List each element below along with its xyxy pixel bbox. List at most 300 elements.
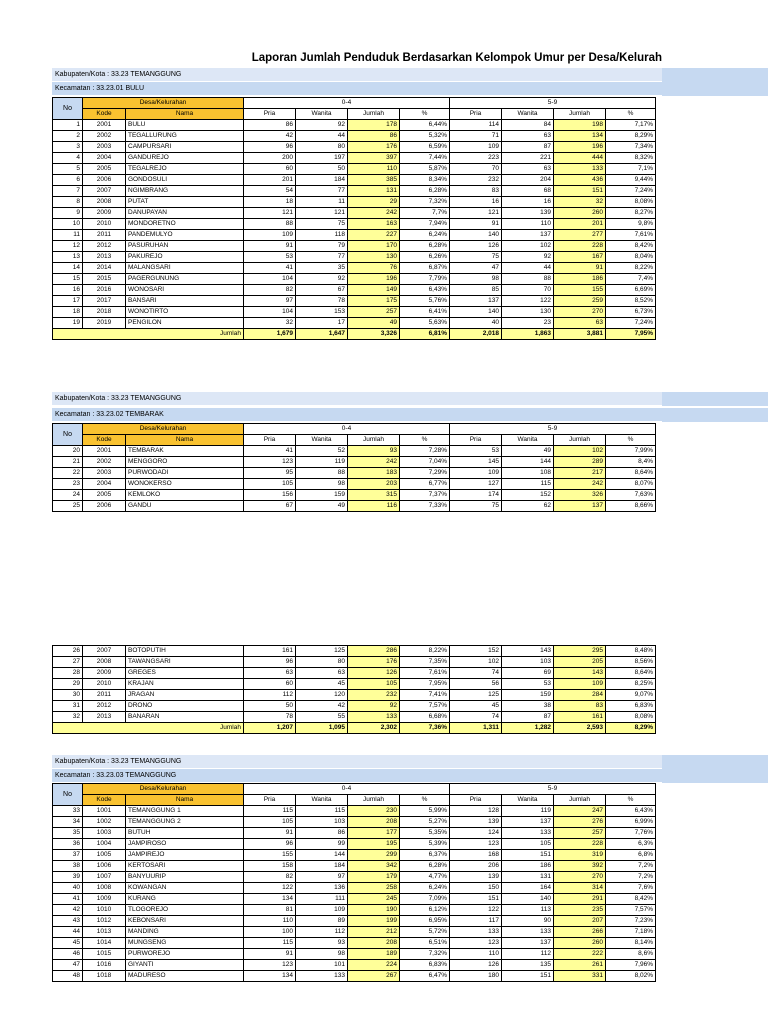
total-pct-0-4: 6,81% bbox=[400, 329, 450, 340]
row-jumlah-5-9: 284 bbox=[554, 690, 606, 701]
row-pct-0-4: 7,29% bbox=[400, 468, 450, 479]
table-row bbox=[53, 186, 656, 197]
row-wanita-0-4: 92 bbox=[296, 120, 348, 131]
row-kode: 1001 bbox=[83, 806, 126, 817]
row-wanita-5-9: 68 bbox=[502, 186, 554, 197]
row-wanita-0-4: 89 bbox=[296, 916, 348, 927]
row-nama: JAMPIREJO bbox=[126, 850, 244, 861]
row-no: 41 bbox=[53, 894, 83, 905]
row-nama: MALANGSARI bbox=[126, 263, 244, 274]
total-row bbox=[53, 329, 656, 340]
row-pria-0-4: 155 bbox=[244, 850, 296, 861]
row-jumlah-5-9: 242 bbox=[554, 479, 606, 490]
row-pria-0-4: 42 bbox=[244, 131, 296, 142]
header-desa: Desa/Kelurahan bbox=[83, 784, 244, 795]
row-wanita-0-4: 45 bbox=[296, 679, 348, 690]
row-wanita-5-9: 112 bbox=[502, 949, 554, 960]
row-jumlah-5-9: 260 bbox=[554, 938, 606, 949]
row-nama: BUTUH bbox=[126, 828, 244, 839]
row-kode: 1013 bbox=[83, 927, 126, 938]
row-pria-5-9: 139 bbox=[450, 817, 502, 828]
row-pct-0-4: 6,51% bbox=[400, 938, 450, 949]
row-pria-0-4: 53 bbox=[244, 252, 296, 263]
row-nama: KEBONSARI bbox=[126, 916, 244, 927]
row-pct-5-9: 7,4% bbox=[606, 274, 656, 285]
row-pct-5-9: 8,14% bbox=[606, 938, 656, 949]
row-wanita-0-4: 80 bbox=[296, 657, 348, 668]
row-jumlah-0-4: 116 bbox=[348, 501, 400, 512]
row-jumlah-0-4: 175 bbox=[348, 296, 400, 307]
row-jumlah-5-9: 228 bbox=[554, 241, 606, 252]
row-pria-0-4: 60 bbox=[244, 164, 296, 175]
subheader-row bbox=[53, 435, 656, 446]
table-row bbox=[53, 657, 656, 668]
row-nama: MUNGSENG bbox=[126, 938, 244, 949]
row-nama: WONOSARI bbox=[126, 285, 244, 296]
row-pct-5-9: 8,02% bbox=[606, 971, 656, 982]
row-no: 22 bbox=[53, 468, 83, 479]
row-pct-5-9: 8,6% bbox=[606, 949, 656, 960]
row-pria-5-9: 16 bbox=[450, 197, 502, 208]
row-pria-5-9: 152 bbox=[450, 646, 502, 657]
row-kode: 1002 bbox=[83, 817, 126, 828]
row-pct-5-9: 7,1% bbox=[606, 164, 656, 175]
row-pria-0-4: 88 bbox=[244, 219, 296, 230]
row-nama: PAGERGUNUNG bbox=[126, 274, 244, 285]
row-jumlah-5-9: 277 bbox=[554, 230, 606, 241]
row-jumlah-5-9: 259 bbox=[554, 296, 606, 307]
total-jumlah-0-4: 3,326 bbox=[348, 329, 400, 340]
row-no: 40 bbox=[53, 883, 83, 894]
row-wanita-0-4: 35 bbox=[296, 263, 348, 274]
row-pct-5-9: 8,08% bbox=[606, 197, 656, 208]
row-nama: GANDU bbox=[126, 501, 244, 512]
row-nama: KURANG bbox=[126, 894, 244, 905]
header-pct: % bbox=[400, 435, 450, 446]
row-no: 16 bbox=[53, 285, 83, 296]
row-jumlah-0-4: 133 bbox=[348, 712, 400, 723]
row-no: 9 bbox=[53, 208, 83, 219]
row-jumlah-5-9: 217 bbox=[554, 468, 606, 479]
row-kode: 1007 bbox=[83, 872, 126, 883]
row-kode: 1014 bbox=[83, 938, 126, 949]
row-kode: 1012 bbox=[83, 916, 126, 927]
row-pria-5-9: 139 bbox=[450, 872, 502, 883]
row-pct-5-9: 6,3% bbox=[606, 839, 656, 850]
row-pria-0-4: 112 bbox=[244, 690, 296, 701]
table-row bbox=[53, 468, 656, 479]
row-pria-0-4: 200 bbox=[244, 153, 296, 164]
row-pct-0-4: 7,79% bbox=[400, 274, 450, 285]
table-row bbox=[53, 872, 656, 883]
row-jumlah-0-4: 163 bbox=[348, 219, 400, 230]
row-kode: 1008 bbox=[83, 883, 126, 894]
row-wanita-5-9: 70 bbox=[502, 285, 554, 296]
row-wanita-5-9: 88 bbox=[502, 274, 554, 285]
row-pria-0-4: 60 bbox=[244, 679, 296, 690]
total-label: Jumlah bbox=[53, 723, 244, 734]
row-pria-5-9: 70 bbox=[450, 164, 502, 175]
row-pct-5-9: 8,29% bbox=[606, 131, 656, 142]
row-wanita-0-4: 103 bbox=[296, 817, 348, 828]
row-no: 8 bbox=[53, 197, 83, 208]
row-pria-0-4: 105 bbox=[244, 817, 296, 828]
row-pct-5-9: 8,4% bbox=[606, 457, 656, 468]
row-pct-0-4: 7,35% bbox=[400, 657, 450, 668]
row-pria-0-4: 91 bbox=[244, 949, 296, 960]
row-pria-5-9: 168 bbox=[450, 850, 502, 861]
row-pria-5-9: 110 bbox=[450, 949, 502, 960]
row-pct-5-9: 7,99% bbox=[606, 446, 656, 457]
row-kode: 2007 bbox=[83, 186, 126, 197]
row-jumlah-5-9: 276 bbox=[554, 817, 606, 828]
row-wanita-5-9: 133 bbox=[502, 927, 554, 938]
row-jumlah-0-4: 105 bbox=[348, 679, 400, 690]
row-jumlah-5-9: 83 bbox=[554, 701, 606, 712]
table-row bbox=[53, 446, 656, 457]
row-jumlah-5-9: 291 bbox=[554, 894, 606, 905]
row-pct-0-4: 5,32% bbox=[400, 131, 450, 142]
row-kode: 2009 bbox=[83, 208, 126, 219]
row-kode: 1005 bbox=[83, 850, 126, 861]
row-kode: 2005 bbox=[83, 164, 126, 175]
row-wanita-5-9: 131 bbox=[502, 872, 554, 883]
row-jumlah-5-9: 205 bbox=[554, 657, 606, 668]
row-jumlah-5-9: 247 bbox=[554, 806, 606, 817]
header-kode: Kode bbox=[83, 435, 126, 446]
row-pria-0-4: 41 bbox=[244, 446, 296, 457]
row-nama: TEMANGGUNG 2 bbox=[126, 817, 244, 828]
row-wanita-0-4: 11 bbox=[296, 197, 348, 208]
row-jumlah-0-4: 242 bbox=[348, 208, 400, 219]
row-jumlah-5-9: 444 bbox=[554, 153, 606, 164]
row-jumlah-5-9: 63 bbox=[554, 318, 606, 329]
header-jumlah: Jumlah bbox=[348, 795, 400, 806]
row-kode: 2010 bbox=[83, 679, 126, 690]
row-wanita-0-4: 52 bbox=[296, 446, 348, 457]
row-pct-0-4: 6,43% bbox=[400, 285, 450, 296]
header-pria: Pria bbox=[244, 435, 296, 446]
row-nama: BOTOPUTIH bbox=[126, 646, 244, 657]
header-wanita: Wanita bbox=[502, 109, 554, 120]
row-jumlah-5-9: 196 bbox=[554, 142, 606, 153]
row-nama: KERTOSARI bbox=[126, 861, 244, 872]
row-pct-5-9: 9,44% bbox=[606, 175, 656, 186]
row-wanita-0-4: 133 bbox=[296, 971, 348, 982]
row-pria-0-4: 82 bbox=[244, 872, 296, 883]
row-wanita-0-4: 80 bbox=[296, 142, 348, 153]
row-wanita-0-4: 86 bbox=[296, 828, 348, 839]
row-pria-0-4: 104 bbox=[244, 307, 296, 318]
table-row bbox=[53, 208, 656, 219]
row-pct-0-4: 7,37% bbox=[400, 490, 450, 501]
row-no: 38 bbox=[53, 861, 83, 872]
header-jumlah: Jumlah bbox=[554, 109, 606, 120]
row-wanita-5-9: 87 bbox=[502, 712, 554, 723]
row-wanita-0-4: 159 bbox=[296, 490, 348, 501]
row-jumlah-5-9: 392 bbox=[554, 861, 606, 872]
row-jumlah-0-4: 110 bbox=[348, 164, 400, 175]
row-jumlah-5-9: 319 bbox=[554, 850, 606, 861]
header-nama: Nama bbox=[126, 109, 244, 120]
row-pria-5-9: 47 bbox=[450, 263, 502, 274]
row-wanita-5-9: 44 bbox=[502, 263, 554, 274]
row-jumlah-0-4: 245 bbox=[348, 894, 400, 905]
row-no: 1 bbox=[53, 120, 83, 131]
row-wanita-5-9: 49 bbox=[502, 446, 554, 457]
row-pct-0-4: 7,57% bbox=[400, 701, 450, 712]
row-no: 20 bbox=[53, 446, 83, 457]
row-wanita-0-4: 44 bbox=[296, 131, 348, 142]
row-jumlah-5-9: 151 bbox=[554, 186, 606, 197]
row-jumlah-5-9: 102 bbox=[554, 446, 606, 457]
table-row bbox=[53, 861, 656, 872]
row-wanita-0-4: 98 bbox=[296, 479, 348, 490]
subheader-row bbox=[53, 795, 656, 806]
row-no: 36 bbox=[53, 839, 83, 850]
kecamatan-band: Kecamatan : 33.23.03 TEMANGGUNG bbox=[52, 768, 662, 782]
row-kode: 2005 bbox=[83, 490, 126, 501]
row-pct-0-4: 7,95% bbox=[400, 679, 450, 690]
row-no: 7 bbox=[53, 186, 83, 197]
row-wanita-0-4: 92 bbox=[296, 274, 348, 285]
row-pria-5-9: 56 bbox=[450, 679, 502, 690]
row-wanita-5-9: 62 bbox=[502, 501, 554, 512]
row-kode: 1015 bbox=[83, 949, 126, 960]
row-kode: 2011 bbox=[83, 690, 126, 701]
table-row bbox=[53, 285, 656, 296]
row-wanita-0-4: 63 bbox=[296, 668, 348, 679]
row-pct-5-9: 8,04% bbox=[606, 252, 656, 263]
header-desa: Desa/Kelurahan bbox=[83, 98, 244, 109]
row-kode: 2015 bbox=[83, 274, 126, 285]
row-wanita-0-4: 77 bbox=[296, 252, 348, 263]
row-pria-5-9: 126 bbox=[450, 241, 502, 252]
row-nama: PAKUREJO bbox=[126, 252, 244, 263]
row-pria-5-9: 83 bbox=[450, 186, 502, 197]
row-pct-5-9: 8,66% bbox=[606, 501, 656, 512]
row-pria-5-9: 150 bbox=[450, 883, 502, 894]
row-pria-5-9: 109 bbox=[450, 142, 502, 153]
row-wanita-0-4: 97 bbox=[296, 872, 348, 883]
row-jumlah-0-4: 178 bbox=[348, 120, 400, 131]
row-pria-0-4: 54 bbox=[244, 186, 296, 197]
row-kode: 2004 bbox=[83, 479, 126, 490]
row-wanita-5-9: 38 bbox=[502, 701, 554, 712]
row-no: 44 bbox=[53, 927, 83, 938]
table-row bbox=[53, 883, 656, 894]
kecamatan-band: Kecamatan : 33.23.02 TEMBARAK bbox=[52, 407, 662, 421]
row-jumlah-0-4: 170 bbox=[348, 241, 400, 252]
row-wanita-0-4: 184 bbox=[296, 861, 348, 872]
header-wanita: Wanita bbox=[296, 109, 348, 120]
row-wanita-0-4: 111 bbox=[296, 894, 348, 905]
row-pria-0-4: 158 bbox=[244, 861, 296, 872]
row-wanita-5-9: 133 bbox=[502, 828, 554, 839]
row-jumlah-0-4: 227 bbox=[348, 230, 400, 241]
row-kode: 1006 bbox=[83, 861, 126, 872]
row-nama: TEGALLURUNG bbox=[126, 131, 244, 142]
row-pct-0-4: 6,41% bbox=[400, 307, 450, 318]
row-wanita-5-9: 110 bbox=[502, 219, 554, 230]
row-pria-0-4: 67 bbox=[244, 501, 296, 512]
table-row bbox=[53, 296, 656, 307]
row-pct-5-9: 8,27% bbox=[606, 208, 656, 219]
row-pria-0-4: 50 bbox=[244, 701, 296, 712]
population-table-tembarak-continued bbox=[52, 645, 656, 734]
table-row bbox=[53, 949, 656, 960]
row-nama: PASURUHAN bbox=[126, 241, 244, 252]
row-kode: 2012 bbox=[83, 241, 126, 252]
row-pct-0-4: 5,87% bbox=[400, 164, 450, 175]
row-jumlah-0-4: 76 bbox=[348, 263, 400, 274]
header-jumlah: Jumlah bbox=[554, 435, 606, 446]
row-no: 42 bbox=[53, 905, 83, 916]
row-jumlah-0-4: 29 bbox=[348, 197, 400, 208]
total-wanita-0-4: 1,647 bbox=[296, 329, 348, 340]
row-pct-5-9: 6,99% bbox=[606, 817, 656, 828]
table-row bbox=[53, 120, 656, 131]
row-pct-0-4: 6,37% bbox=[400, 850, 450, 861]
header-kode: Kode bbox=[83, 795, 126, 806]
header-no: No bbox=[53, 424, 83, 446]
row-nama: BULU bbox=[126, 120, 244, 131]
table-row bbox=[53, 712, 656, 723]
row-jumlah-5-9: 155 bbox=[554, 285, 606, 296]
table-row bbox=[53, 916, 656, 927]
row-pria-5-9: 45 bbox=[450, 701, 502, 712]
row-wanita-0-4: 112 bbox=[296, 927, 348, 938]
table-row bbox=[53, 817, 656, 828]
row-jumlah-5-9: 133 bbox=[554, 164, 606, 175]
row-no: 48 bbox=[53, 971, 83, 982]
row-pria-0-4: 91 bbox=[244, 828, 296, 839]
row-pct-5-9: 7,76% bbox=[606, 828, 656, 839]
header-group-0-4: 0-4 bbox=[244, 784, 450, 795]
row-pria-0-4: 134 bbox=[244, 971, 296, 982]
row-pct-0-4: 6,59% bbox=[400, 142, 450, 153]
total-pct-5-9: 8,29% bbox=[606, 723, 656, 734]
row-pct-0-4: 6,28% bbox=[400, 186, 450, 197]
row-nama: PUTAT bbox=[126, 197, 244, 208]
row-wanita-5-9: 53 bbox=[502, 679, 554, 690]
row-jumlah-0-4: 267 bbox=[348, 971, 400, 982]
row-kode: 2019 bbox=[83, 318, 126, 329]
row-jumlah-0-4: 208 bbox=[348, 938, 400, 949]
row-jumlah-0-4: 342 bbox=[348, 861, 400, 872]
header-pct: % bbox=[400, 109, 450, 120]
row-wanita-5-9: 90 bbox=[502, 916, 554, 927]
row-jumlah-5-9: 186 bbox=[554, 274, 606, 285]
row-pria-0-4: 95 bbox=[244, 468, 296, 479]
row-wanita-5-9: 159 bbox=[502, 690, 554, 701]
row-wanita-5-9: 69 bbox=[502, 668, 554, 679]
table-row bbox=[53, 457, 656, 468]
header-no: No bbox=[53, 784, 83, 806]
row-jumlah-5-9: 331 bbox=[554, 971, 606, 982]
row-jumlah-0-4: 258 bbox=[348, 883, 400, 894]
row-pria-5-9: 40 bbox=[450, 318, 502, 329]
row-pct-0-4: 7,04% bbox=[400, 457, 450, 468]
row-pria-0-4: 82 bbox=[244, 285, 296, 296]
row-jumlah-5-9: 32 bbox=[554, 197, 606, 208]
row-jumlah-5-9: 207 bbox=[554, 916, 606, 927]
row-wanita-5-9: 186 bbox=[502, 861, 554, 872]
row-no: 2 bbox=[53, 131, 83, 142]
header-pct: % bbox=[400, 795, 450, 806]
row-jumlah-0-4: 149 bbox=[348, 285, 400, 296]
row-kode: 2009 bbox=[83, 668, 126, 679]
row-jumlah-5-9: 289 bbox=[554, 457, 606, 468]
table-row bbox=[53, 153, 656, 164]
row-wanita-5-9: 139 bbox=[502, 208, 554, 219]
row-pria-5-9: 74 bbox=[450, 712, 502, 723]
row-no: 15 bbox=[53, 274, 83, 285]
row-pct-5-9: 7,57% bbox=[606, 905, 656, 916]
row-wanita-5-9: 140 bbox=[502, 894, 554, 905]
row-pct-0-4: 7,94% bbox=[400, 219, 450, 230]
row-pct-0-4: 7,41% bbox=[400, 690, 450, 701]
row-kode: 2013 bbox=[83, 712, 126, 723]
row-pria-5-9: 126 bbox=[450, 960, 502, 971]
row-pria-0-4: 161 bbox=[244, 646, 296, 657]
row-pria-0-4: 32 bbox=[244, 318, 296, 329]
row-wanita-0-4: 78 bbox=[296, 296, 348, 307]
row-nama: GIYANTI bbox=[126, 960, 244, 971]
row-pct-5-9: 6,69% bbox=[606, 285, 656, 296]
row-jumlah-5-9: 167 bbox=[554, 252, 606, 263]
row-pct-5-9: 6,8% bbox=[606, 850, 656, 861]
row-pria-0-4: 134 bbox=[244, 894, 296, 905]
row-pct-0-4: 6,26% bbox=[400, 252, 450, 263]
row-kode: 2011 bbox=[83, 230, 126, 241]
row-nama: TEMBARAK bbox=[126, 446, 244, 457]
row-kode: 2018 bbox=[83, 307, 126, 318]
row-jumlah-5-9: 143 bbox=[554, 668, 606, 679]
row-wanita-0-4: 42 bbox=[296, 701, 348, 712]
row-jumlah-5-9: 436 bbox=[554, 175, 606, 186]
row-pria-0-4: 100 bbox=[244, 927, 296, 938]
row-kode: 2003 bbox=[83, 468, 126, 479]
row-jumlah-0-4: 299 bbox=[348, 850, 400, 861]
row-pct-0-4: 6,44% bbox=[400, 120, 450, 131]
row-no: 25 bbox=[53, 501, 83, 512]
row-jumlah-5-9: 137 bbox=[554, 501, 606, 512]
row-wanita-0-4: 119 bbox=[296, 457, 348, 468]
row-no: 46 bbox=[53, 949, 83, 960]
row-jumlah-0-4: 179 bbox=[348, 872, 400, 883]
total-pria-5-9: 1,311 bbox=[450, 723, 502, 734]
row-no: 35 bbox=[53, 828, 83, 839]
row-nama: MANDING bbox=[126, 927, 244, 938]
row-pria-0-4: 121 bbox=[244, 208, 296, 219]
row-wanita-5-9: 137 bbox=[502, 817, 554, 828]
row-pria-5-9: 75 bbox=[450, 501, 502, 512]
total-row bbox=[53, 723, 656, 734]
row-kode: 1010 bbox=[83, 905, 126, 916]
row-jumlah-0-4: 176 bbox=[348, 657, 400, 668]
row-no: 11 bbox=[53, 230, 83, 241]
row-pria-5-9: 123 bbox=[450, 938, 502, 949]
table-row bbox=[53, 131, 656, 142]
row-pria-5-9: 91 bbox=[450, 219, 502, 230]
row-no: 14 bbox=[53, 263, 83, 274]
row-jumlah-0-4: 92 bbox=[348, 701, 400, 712]
row-pct-0-4: 7,28% bbox=[400, 446, 450, 457]
row-pria-5-9: 75 bbox=[450, 252, 502, 263]
row-kode: 2003 bbox=[83, 142, 126, 153]
report-title: Laporan Jumlah Penduduk Berdasarkan Kelompok Umur per Desa/Kelurah bbox=[251, 52, 662, 64]
